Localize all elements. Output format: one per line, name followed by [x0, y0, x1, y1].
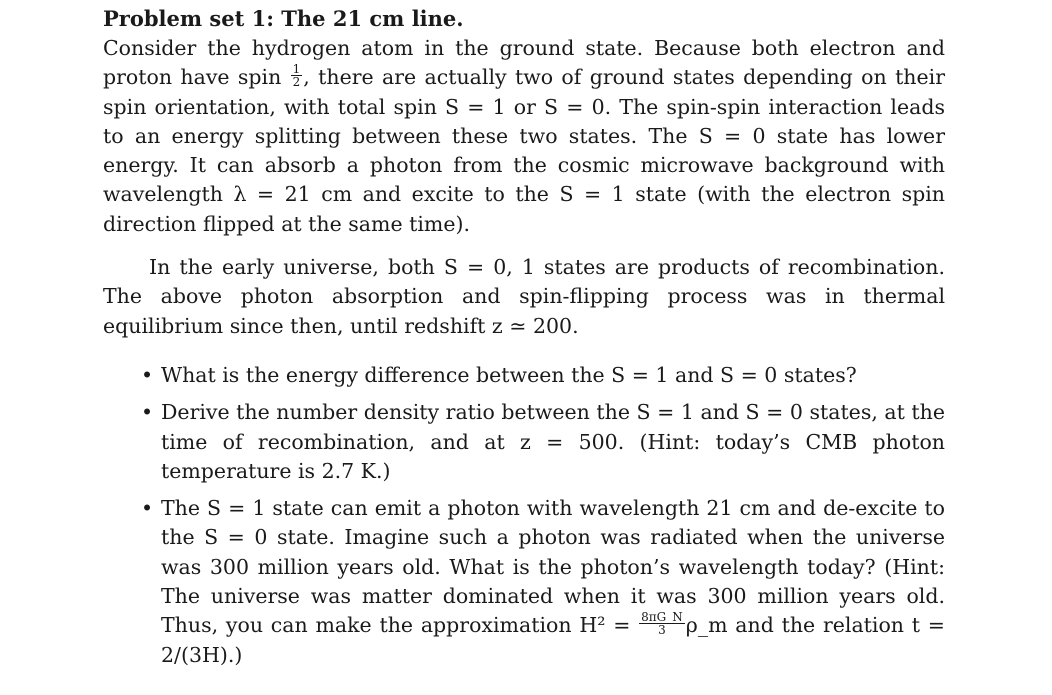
question-item-wavelength-today	[103, 494, 945, 670]
hubble-fraction-numerator: 8πG_N	[641, 610, 683, 625]
hubble-fraction-denominator: 3	[658, 623, 666, 638]
question-item-number-density-ratio: • Derive the number density ratio between the S = 1 and S = 0 states, at the time of recombination, and at z = 500. (Hint: today’s CMB photon temperature is 2.7 K.)	[103, 398, 945, 486]
intro-text-part1: Consider the hydrogen atom in the ground state. Because both electron and proton have spin	[103, 36, 945, 90]
spin-fraction-numerator: 1	[292, 62, 301, 77]
problem-set-page	[103, 4, 945, 678]
question3-text-part1: The S = 1 state can emit a photon with wavelength 21 cm and de-excite to the S = 0 state. Imagine such a photon was radiated when the universe was 300 million years old. What is the photon’s wavelength today? (Hint: The universe was matter dominated when it was 300 million years old. Thus, you can make the approximation H² =	[161, 496, 945, 638]
problem-title: Problem set 1: The 21 cm line.	[103, 6, 464, 31]
intro-text-part2: , there are actually two of ground states depending on their spin orientation, with total spin S = 1 or S = 0. The spin-spin interaction leads to an energy splitting between these two states. The S = 0 state has lower energy. It can absorb a photon from the cosmic microwave background with wavelength λ = 21 cm and excite to the S = 1 state (with the electron spin direction flipped at the same time).	[103, 65, 945, 236]
question-item-energy-difference: • What is the energy difference between the S = 1 and S = 0 states?	[103, 361, 945, 390]
question-list	[103, 361, 945, 670]
question3-text-part2: ρ_m and the relation t = 2/(3H).)	[161, 613, 945, 667]
early-universe-paragraph: In the early universe, both S = 0, 1 states are products of recombination. The above photon absorption and spin-flipping process was in thermal equilibrium since then, until redshift z ≃ 200.	[103, 255, 945, 338]
spin-half-fraction	[291, 63, 303, 88]
spin-fraction-denominator: 2	[292, 75, 301, 90]
intro-paragraph	[103, 34, 945, 239]
hubble-fraction	[639, 611, 685, 636]
